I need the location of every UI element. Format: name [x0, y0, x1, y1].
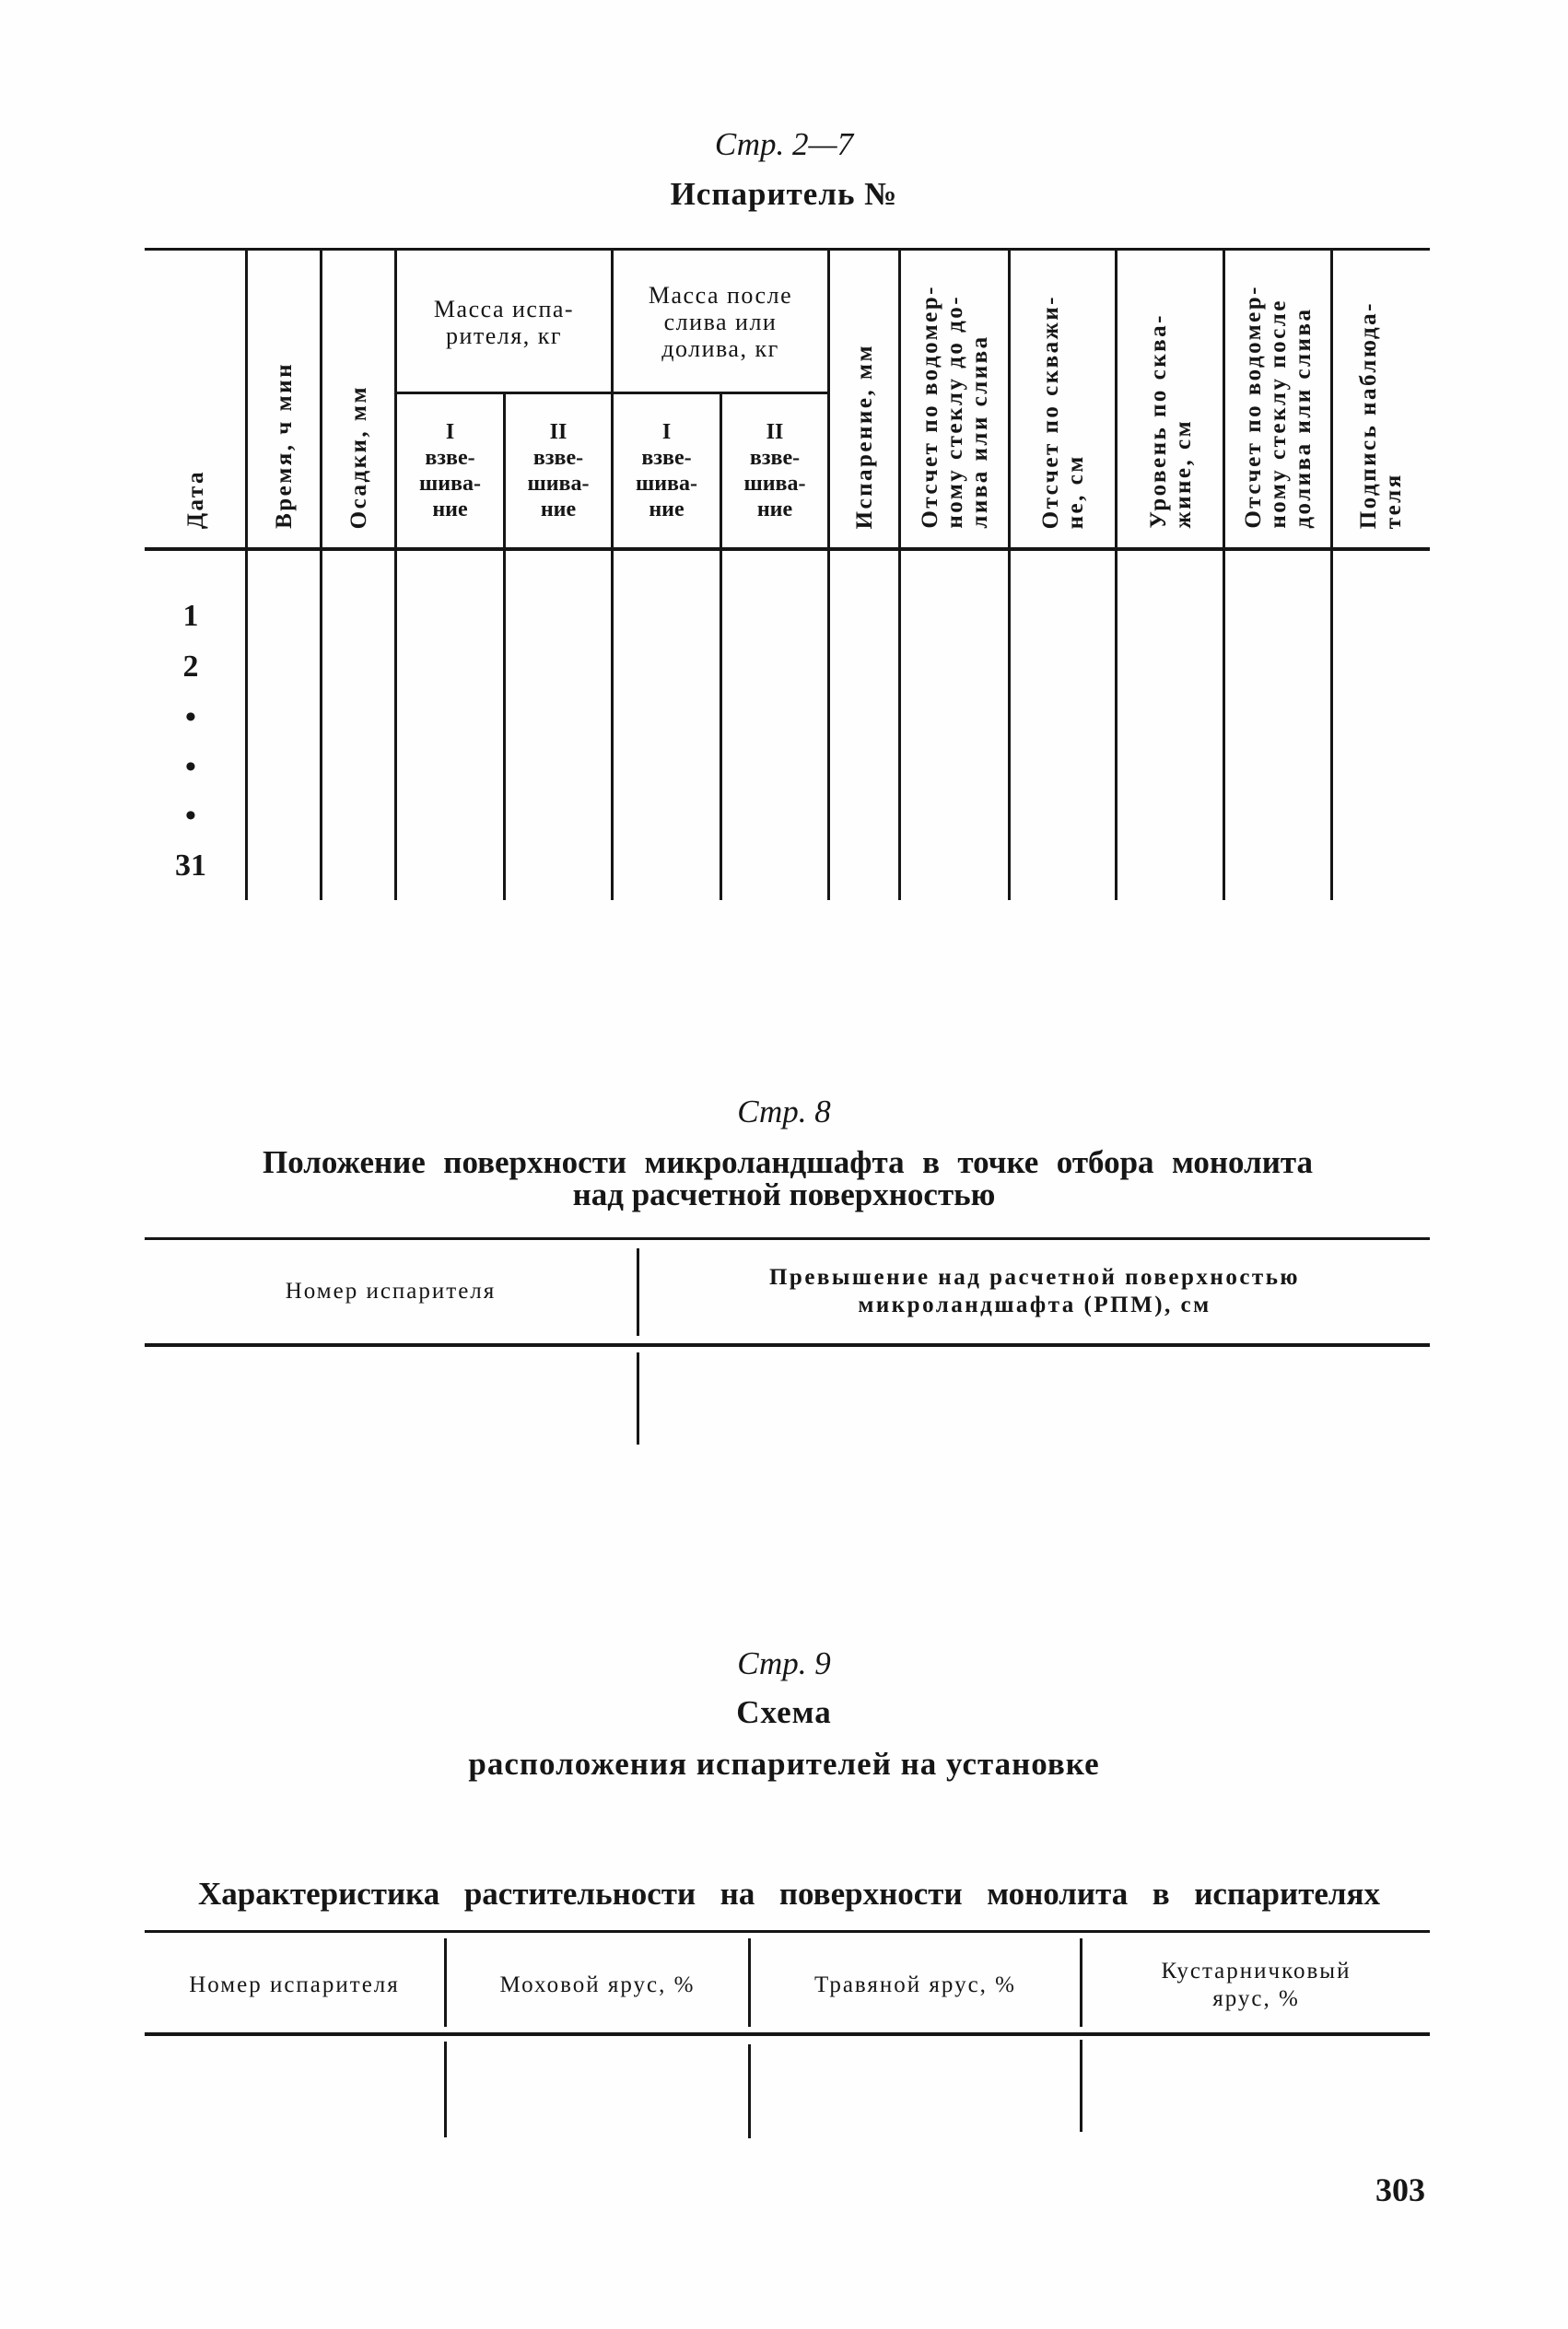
header-grass-layer: Травяной ярус, %: [814, 1972, 1016, 1997]
microrelief-subtitle: над расчетной поверхностью: [572, 1176, 996, 1212]
page-number: 303: [1375, 2171, 1425, 2208]
evaporator-title: Испаритель №: [670, 176, 898, 212]
table3-top-rule: [145, 1930, 1430, 1933]
header-mass-after: Масса после слива или долива, кг: [648, 282, 793, 362]
header-time-label: Время, ч мин: [271, 362, 297, 529]
vegetation-table-title: Характеристика растительности на поверхности монолита в испарителях: [198, 1876, 1380, 1912]
header-weighing-2: II взве- шива- ние: [743, 420, 806, 521]
header-elevation-rpm: Превышение над расчетной поверхностью микроландшафта (РПМ), см: [768, 1265, 1301, 1317]
header-moss-layer: Моховой ярус, %: [499, 1972, 696, 1997]
header-precipitation-label: Осадки, мм: [345, 384, 371, 529]
header-mass-evaporator: Масса испа- рителя, кг: [433, 295, 575, 349]
table2-top-rule: [145, 1237, 1430, 1240]
scheme-subtitle: расположения испарителей на установке: [468, 1746, 1100, 1782]
header-gauge-before-label: Отсчет по водомер- ному стеклу до до- лива или слива: [917, 285, 992, 529]
header-evaporation-label: Испарение, мм: [851, 343, 877, 529]
header-gauge-after: [1224, 252, 1331, 547]
table1-top-rule: [145, 248, 1430, 251]
table3-column-divider: [748, 2044, 751, 2138]
header-shrub-layer: Кустарничковый ярус, %: [1161, 1959, 1352, 2011]
page-ref-9: Стр. 9: [737, 1645, 831, 1681]
table3-column-divider: [1080, 2040, 1082, 2132]
row-label: 2: [182, 650, 199, 684]
header-weighing-1: I взве- шива- ние: [418, 420, 482, 521]
row-ellipsis-dot: •: [185, 750, 196, 784]
header-well-reading: [1010, 252, 1116, 547]
header-date: [145, 252, 246, 547]
table2-column-divider: [637, 1352, 639, 1445]
page-ref-2-7: Стр. 2—7: [714, 126, 854, 162]
table1-header-bottom-rule: [145, 547, 1430, 551]
header-evaporator-number: Номер испарителя: [285, 1279, 497, 1304]
row-label: 31: [175, 849, 206, 883]
header-well-level: [1117, 252, 1223, 547]
page-ref-8: Стр. 8: [737, 1094, 831, 1129]
header-weighing-2: II взве- шива- ние: [527, 420, 590, 521]
scheme-title: Схема: [736, 1694, 832, 1730]
header-evaporation: [828, 252, 900, 547]
table2-header-bottom-rule: [145, 1343, 1430, 1347]
header-weighing-1: I взве- шива- ние: [635, 420, 698, 521]
header-signature: [1332, 252, 1430, 547]
header-time: [247, 252, 321, 547]
header-well-reading-label: Отсчет по скважи- не, см: [1037, 294, 1088, 529]
header-precipitation: [322, 252, 395, 547]
row-ellipsis-dot: •: [185, 799, 196, 833]
row-label: 1: [182, 599, 199, 633]
header-well-level-label: Уровень по сква- жине, см: [1145, 313, 1196, 529]
header-gauge-after-label: Отсчет по водомер- ному стеклу после долива или слива: [1240, 285, 1316, 529]
microrelief-title: Положение поверхности микроландшафта в точке отбора монолита: [263, 1144, 1313, 1180]
header-gauge-before: [900, 252, 1009, 547]
table3-column-divider: [444, 2042, 447, 2137]
table3-header-bottom-rule: [145, 2032, 1430, 2036]
header-signature-label: Подпись наблюда- теля: [1356, 300, 1406, 529]
header-evaporator-number: Номер испарителя: [189, 1972, 400, 1997]
row-ellipsis-dot: •: [185, 700, 196, 734]
header-date-label: Дата: [182, 469, 208, 529]
